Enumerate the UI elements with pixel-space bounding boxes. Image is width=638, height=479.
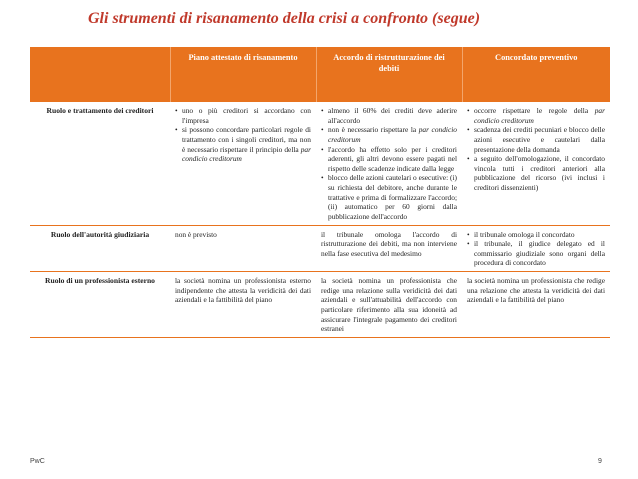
cell-row1-c2: il tribunale omologa l'accordo di ristrutturazione dei debiti, ma non interviene nella fase esecutiva del medesimo: [316, 225, 462, 272]
page-title: Gli strumenti di risanamento della crisi a confronto (segue): [88, 10, 481, 27]
cell-row2-c1: la società nomina un professionista esterno indipendente che attesta la veridicità dei dati aziendali e la fattibilità del piano: [170, 272, 316, 338]
list-item: • non è necessario rispettare la par condicio creditorum: [321, 125, 457, 144]
list-item: • il tribunale omologa il concordato: [467, 230, 605, 240]
list-item: • si possono concordare particolari regole di trattamento con i singoli creditori, ma non è necessario rispettare il principio della par condicio creditorum: [175, 125, 311, 164]
header-empty: [30, 47, 170, 102]
table-row: [30, 272, 610, 338]
list-item: • almeno il 60% dei crediti deve aderire all'accordo: [321, 106, 457, 125]
footer-brand: PwC: [30, 458, 45, 465]
bullet-list: [467, 106, 605, 193]
bullet-list: [175, 106, 311, 164]
bullet-list: [467, 230, 605, 269]
cell-row1-c3: [462, 225, 610, 272]
cell-row0-c3: [462, 102, 610, 225]
header-piano-attestato: Piano attestato di risanamento: [170, 47, 316, 102]
row-label: Ruolo di un professionista esterno: [30, 272, 170, 338]
list-item: • occorre rispettare le regole della par condicio creditorum: [467, 106, 605, 125]
list-item: • il tribunale, il giudice delegato ed il commissario giudiziale sono organi della procedura di concordato: [467, 239, 605, 268]
list-item: • uno o più creditori si accordano con l'impresa: [175, 106, 311, 125]
page-number: 9: [598, 458, 602, 465]
cell-row0-c2: [316, 102, 462, 225]
row-label: Ruolo dell'autorità giudiziaria: [30, 225, 170, 272]
cell-row2-c2: la società nomina un professionista che redige una relazione sulla veridicità dei dati aziendali e sull'attuabilità dell'accordo con particolare riferimento alla sua idoneità ad assicurare l'integrale pagamento dei creditori estranei: [316, 272, 462, 338]
list-item: • blocco delle azioni cautelari o esecutive: (i) su richiesta del debitore, anche durante le trattative e prima di formalizzare l'accordo; (ii) automatico per 60 giorni dalla pubblicazione dell'accordo: [321, 173, 457, 221]
row-label: Ruolo e trattamento dei creditori: [30, 102, 170, 225]
header-concordato-preventivo: Concordato preventivo: [462, 47, 610, 102]
table-row: [30, 225, 610, 272]
list-item: • scadenza dei crediti pecuniari e blocco delle azioni esecutive e cautelari dalla presentazione della domanda: [467, 125, 605, 154]
cell-row1-c1: non è previsto: [170, 225, 316, 272]
comparison-table: [30, 47, 610, 338]
header-accordo-ristrutturazione: Accordo di ristrutturazione dei debiti: [316, 47, 462, 102]
cell-row2-c3: la società nomina un professionista che redige una relazione che attesta la veridicità dei dati aziendali e la fattibilità del piano: [462, 272, 610, 338]
table-header-row: [30, 47, 610, 102]
list-item: • a seguito dell'omologazione, il concordato vincola tutti i creditori anteriori alla pubblicazione del ricorso (ivi inclusi i creditori dissenzienti): [467, 154, 605, 193]
bullet-list: [321, 106, 457, 222]
table-row: [30, 102, 610, 225]
cell-row0-c1: [170, 102, 316, 225]
list-item: • l'accordo ha effetto solo per i creditori aderenti, gli altri devono essere pagati nel rispetto delle scadenze indicate dalla legge: [321, 145, 457, 174]
